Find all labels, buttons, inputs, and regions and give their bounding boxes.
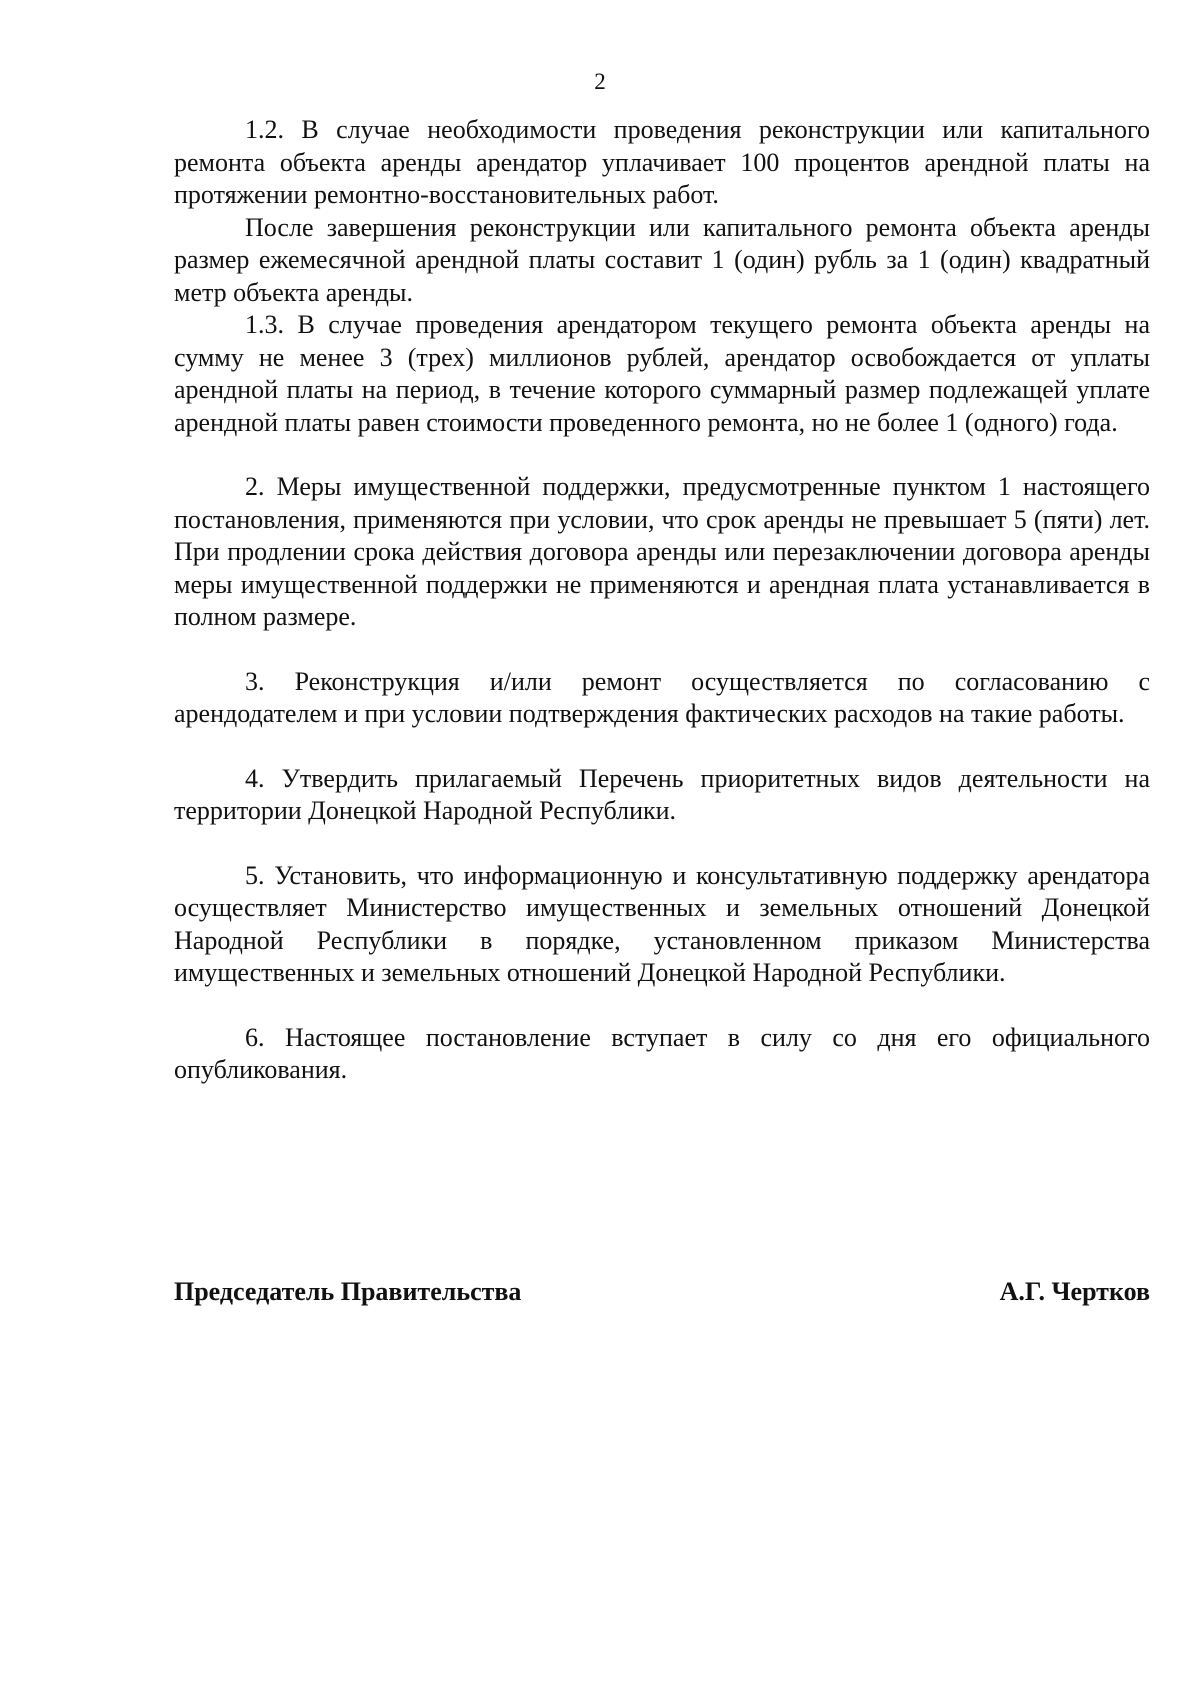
signatory-position: Председатель Правительства	[174, 1277, 522, 1306]
paragraph-4: 4. Утвердить прилагаемый Перечень приоритетных видов деятельности на территории Донецкой Народной Республики.	[174, 763, 1150, 825]
paragraph-1-3: 1.3. В случае проведения арендатором текущего ремонта объекта аренды на сумму не менее 3 (трех) миллионов рублей, арендатор освобождается от уплаты арендной платы на период, в течение которого суммарный размер подлежащей уплате арендной платы равен стоимости проведенного ремонта, но не более 1 (одного) года.	[174, 310, 1150, 437]
paragraph-2: 2. Меры имущественной поддержки, предусмотренные пунктом 1 настоящего постановления, применяются при условии, что срок аренды не превышает 5 (пяти) лет. При продлении срока действия договора аренды или перезаключении договора аренды меры имущественной поддержки не применяются и арендная плата устанавливается в полном размере.	[174, 472, 1150, 631]
document-body	[174, 114, 1150, 1087]
signature-block	[174, 1276, 1150, 1308]
paragraph-6: 6. Настоящее постановление вступает в силу со дня его официального опубликования.	[174, 1022, 1150, 1084]
paragraph-1-2: 1.2. В случае необходимости проведения реконструкции или капитального ремонта объекта аренды арендатор уплачивает 100 процентов арендной платы на протяжении ремонтно-восстановительных работ.	[174, 115, 1150, 209]
paragraph-1-2-continuation: После завершения реконструкции или капитального ремонта объекта аренды размер ежемесячной арендной платы составит 1 (один) рубль за 1 (один) квадратный метр объекта аренды.	[174, 212, 1150, 307]
paragraph-5: 5. Установить, что информационную и консультативную поддержку арендатора осуществляет Министерство имущественных и земельных отношений Донецкой Народной Республики в порядке, установленном приказом Министерства имущественных и земельных отношений Донецкой Народной Республики.	[174, 860, 1150, 987]
signatory-name: А.Г. Чертков	[999, 1277, 1150, 1306]
page-number: 2	[594, 69, 606, 94]
paragraph-3: 3. Реконструкция и/или ремонт осуществляется по согласованию с арендодателем и при условии подтверждения фактических расходов на такие работы.	[174, 666, 1150, 728]
